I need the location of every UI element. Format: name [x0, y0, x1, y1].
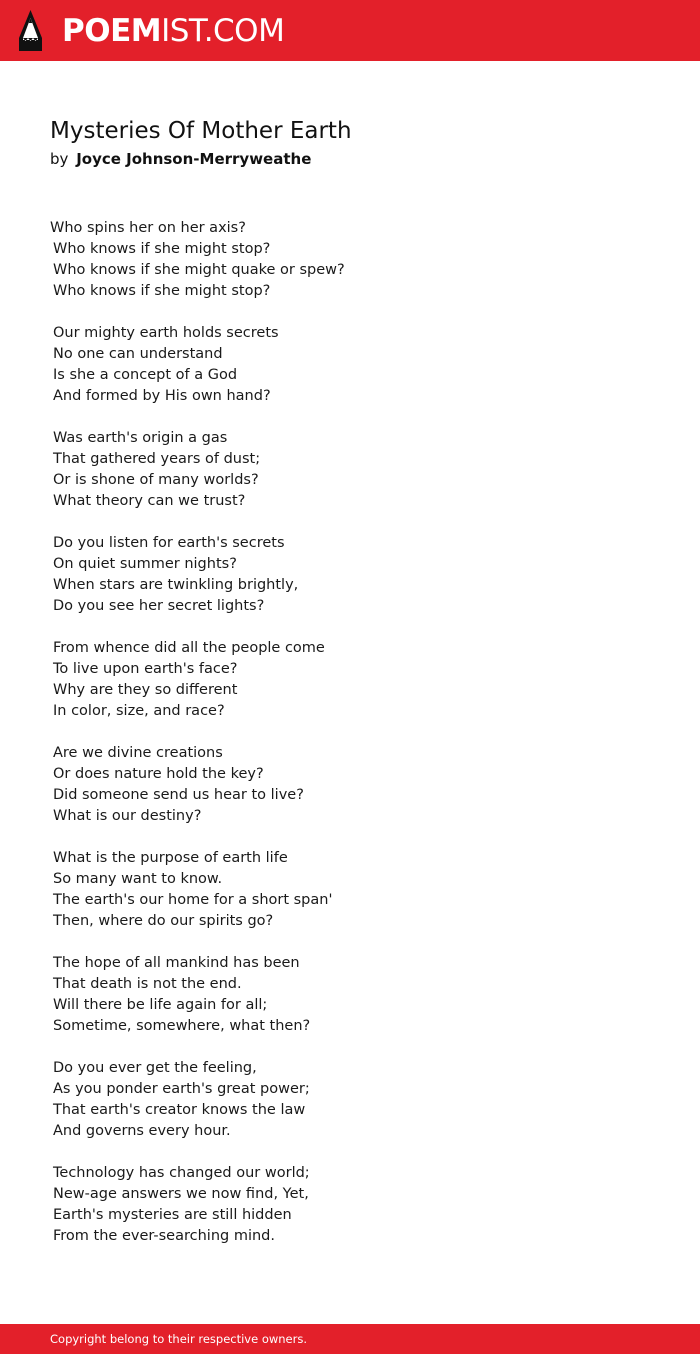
poem-line: When stars are twinkling brightly,: [53, 577, 299, 593]
stanza: [50, 1163, 650, 1247]
stanza: [50, 743, 650, 827]
by-label: by: [50, 150, 69, 168]
poem-line: From the ever-searching mind.: [53, 1228, 275, 1244]
poem-line: That earth's creator knows the law: [53, 1102, 306, 1118]
poem-line: And governs every hour.: [53, 1123, 231, 1139]
byline: [50, 148, 311, 170]
poem-line: As you ponder earth's great power;: [53, 1081, 310, 1097]
poem-line: What is our destiny?: [53, 808, 202, 824]
poem-line: Are we divine creations: [53, 745, 223, 761]
poem-line: Did someone send us hear to live?: [53, 787, 304, 803]
poem-line: Who knows if she might stop?: [53, 241, 271, 257]
poem-title: Mysteries Of Mother Earth: [50, 118, 352, 144]
poem-line: From whence did all the people come: [53, 640, 325, 656]
stanza: [50, 428, 650, 512]
header-bar: [0, 0, 700, 61]
poem-line: That death is not the end.: [53, 976, 242, 992]
poem-line: In color, size, and race?: [53, 703, 225, 719]
stanza: [50, 638, 650, 722]
poem-line: Do you see her secret lights?: [53, 598, 265, 614]
poem-line: Do you listen for earth's secrets: [53, 535, 285, 551]
stanza: [50, 533, 650, 617]
poem-line: So many want to know.: [53, 871, 223, 887]
author-name[interactable]: Joyce Johnson-Merryweathe: [76, 150, 312, 168]
poem-line: Earth's mysteries are still hidden: [53, 1207, 292, 1223]
poem-body: [50, 218, 650, 1268]
poem-line: New-age answers we now find, Yet,: [53, 1186, 309, 1202]
stanza: [50, 218, 650, 302]
poem-line: Sometime, somewhere, what then?: [53, 1018, 311, 1034]
poem-line: That gathered years of dust;: [53, 451, 261, 467]
poem-line: Then, where do our spirits go?: [53, 913, 274, 929]
pencil-tip-icon[interactable]: [18, 10, 43, 51]
poem-line: Who spins her on her axis?: [50, 220, 246, 236]
poem-line: No one can understand: [53, 346, 223, 362]
poem-line: Who knows if she might quake or spew?: [53, 262, 345, 278]
poem-line: Do you ever get the feeling,: [53, 1060, 257, 1076]
poem-line: Technology has changed our world;: [53, 1165, 310, 1181]
poem-line: Will there be life again for all;: [53, 997, 268, 1013]
poem-line: The hope of all mankind has been: [53, 955, 300, 971]
poem-line: Our mighty earth holds secrets: [53, 325, 279, 341]
poem-line: On quiet summer nights?: [53, 556, 237, 572]
site-logo[interactable]: [62, 12, 284, 50]
stanza: [50, 848, 650, 932]
footer-bar: [0, 1324, 700, 1354]
logo-brand-light: IST.COM: [161, 13, 285, 49]
copyright-text: Copyright belong to their respective owners.: [50, 1332, 308, 1346]
poem-line: Is she a concept of a God: [53, 367, 238, 383]
poem-line: To live upon earth's face?: [53, 661, 238, 677]
stanza: [50, 953, 650, 1037]
logo-brand-bold: POEM: [62, 13, 162, 49]
poem-line: Or does nature hold the key?: [53, 766, 264, 782]
poem-line: Or is shone of many worlds?: [53, 472, 259, 488]
poem-line: What theory can we trust?: [53, 493, 246, 509]
stanza: [50, 1058, 650, 1142]
poem-line: Was earth's origin a gas: [53, 430, 228, 446]
poem-line: Who knows if she might stop?: [53, 283, 271, 299]
poem-line: The earth's our home for a short span': [53, 892, 333, 908]
stanza: [50, 323, 650, 407]
poem-line: And formed by His own hand?: [53, 388, 271, 404]
poem-line: What is the purpose of earth life: [53, 850, 288, 866]
poem-line: Why are they so different: [53, 682, 238, 698]
